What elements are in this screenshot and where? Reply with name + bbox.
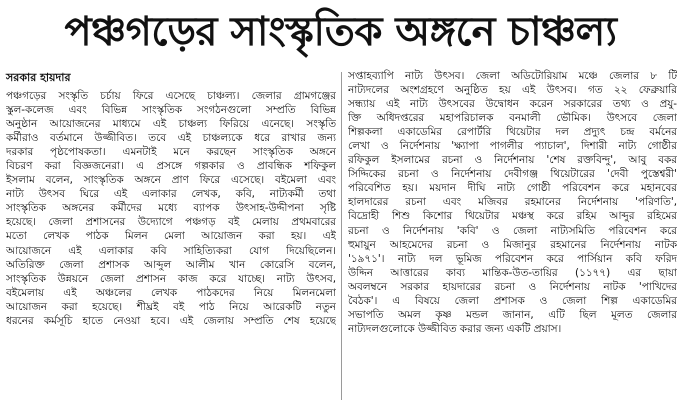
text-line: স্কুল-কলেজ এবং বিভিন্ন সাংস্কৃতিক সংগঠনগুলো সম্প্রতি বিভিন্ন (6, 104, 336, 117)
text-line: রচনা ও নির্দেশনায় 'কবি' ও জেলা নাট্যসমিতি পরিবেশন করে (348, 224, 677, 237)
text-line: আয়োজনে এই এলাকার কবি সাহিত্যিকরা যোগ দিয়েছিলেন। (6, 244, 336, 257)
text-line: উদ্দিন আত্তারের কাব্য মান্তিক-উত-তায়ির (১১৭৭) এর ছায়া (348, 266, 677, 279)
text-line: হুমায়ুন আহমেদের রচনা ও মিজানুর রহমানের নির্দেশনায় নাটক (348, 238, 677, 251)
text-line: সিদ্দিকের রচনা ও নির্দেশনায় দেবীগঞ্জ থিয়েটারের 'দেবী পুস্তেশ্বরী' (348, 168, 677, 181)
article-column-right (348, 69, 677, 336)
text-line: মতো লেখক পাঠক মিলন মেলা আয়োজন করা হয়। এই (6, 230, 336, 243)
text-line: বইমেলায় এই অঞ্চলের লেখক পাঠকদের নিয়ে মিলনমেলা (6, 286, 336, 299)
text-line: পরিবেশিত হয়। ময়দান দীঘি নাট্য গোষ্ঠী পরিবেশন করে মহানবের (348, 182, 677, 195)
text-line: আয়োজন করা হয়েছে। শীঘ্রই বই পাঠ নিয়ে আরেকটি নতুন (6, 300, 336, 313)
text-line: হালদারের রচনা এবং মজিবর রহমানের নির্দেশনায় 'পরিণতি', (348, 196, 677, 209)
byline: সরকার হায়দার (6, 71, 71, 84)
text-line: শিল্পকলা একাডেমির রেপার্টরি থিয়েটার দল প্রদ্যুৎ চন্দ্র বর্মনের (348, 126, 677, 139)
text-line: নাট্যদলগুলোকে উজ্জীবিত করার জন্য একটি প্রয়াস। (348, 322, 562, 335)
text-line: সভাপতি অমল কৃষ্ণ মন্ডল জানান, এটি ছিল মূলত জেলার (348, 308, 677, 321)
text-line: বৈঠক'। এ বিষয়ে জেলা প্রশাসক ও জেলা শিল্প একাডেমির (348, 294, 677, 307)
text-line: নাট্য উৎসব ঘিরে এই এলাকার লেখক, কবি, নাট্যকর্মী তথা (6, 188, 336, 201)
text-line: লেখা ও নির্দেশনায় 'ক্ষ্যাপা পাগলীর প্যাচাল', দিশারী নাট্য গোষ্ঠীর (348, 140, 677, 153)
article-column-left (6, 70, 336, 328)
text-line: বিচরণ করা বিজ্ঞজনেরা। এ প্রসঙ্গে গল্পকার ও প্রাবন্ধিক শফিকুল (6, 160, 336, 173)
text-line: অনুষ্ঠান আয়োজনের মাধ্যমে এই চাঞ্চল্য ফিরিয়ে এনেছে। সংস্কৃতি (6, 118, 336, 131)
text-line: নাট্যদলের অংশগ্রহণে অনুষ্ঠিত হয় এই উৎসব। গত ২২ ফেব্রুয়ারি (348, 84, 677, 97)
text-line: সন্ধ্যায় এই নাট্য উৎসবের উদ্বোধন করেন সরকারের তথ্য ও প্রযু- (348, 98, 677, 111)
text-line: হয়েছে। জেলা প্রশাসনের উদ্যোগে পঞ্চগড় বই মেলায় প্রথমবারের (6, 216, 336, 229)
text-line: সাংস্কৃতিক উন্নয়নে জেলা প্রশাসন কাজ করে যাচ্ছে। নাট্য উৎসব, (6, 272, 336, 285)
text-line: অবলম্বনে সরকার হায়দারের রচনা ও নির্দেশনায় নাটক 'পাখিদের (348, 280, 677, 293)
text-line: অতিরিক্ত জেলা প্রশাসক আব্দুল আলীম খান কোরেসি বলেন, (6, 258, 336, 271)
text-line: ইসলাম বলেন, সাংস্কৃতিক অঙ্গনে প্রাণ ফিরে এসেছে। বইমেলা এবং (6, 174, 336, 187)
column-divider (341, 72, 342, 400)
text-line: সাংস্কৃতিক অঙ্গনের কর্মীদের মধ্যে ব্যাপক উৎসাহ-উদ্দীপনা সৃষ্টি (6, 202, 336, 215)
text-line: '১৯৭১'। নাট্য দল ভূমিজ পরিবেশন করে পার্সিয়ান কবি ফরিদ (348, 252, 677, 265)
article-headline: পঞ্চগড়ের সাংস্কৃতিক অঙ্গনে চাঞ্চল্য (64, 9, 617, 55)
text-line: দরকার পৃষ্ঠপোষকতা। এমনটাই মনে করছেন সাংস্কৃতিক অঙ্গনে (6, 146, 336, 159)
text-line: পঞ্চগড়ের সংস্কৃতি চর্চায় ফিরে এসেছে চাঞ্চল্য। জেলার গ্রামগঞ্জের (6, 90, 336, 102)
text-line: ক্তি অধিদপ্তরের মহাপরিচালক বনমালী ভৌমিক। উৎসবে জেলা (348, 112, 677, 125)
text-line: বিদ্রোহী শিশু কিশোর থিয়েটার মঞ্চস্থ করে রহিম আব্দুর রহিমের (348, 210, 677, 223)
text-line: রফিকুল ইসলামের রচনা ও নির্দেশনায় 'শেষ রক্তবিন্দু', আবু বকর (348, 154, 677, 167)
text-line: ধরনের কর্মসূচি হাতে নেওয়া হবে। এই জেলায় সম্প্রতি শেষ হয়েছে (6, 314, 336, 327)
text-line: সপ্তাহব্যাপি নাট্য উৎসব। জেলা অডিটোরিয়াম মঞ্চে জেলার ৮ টি (348, 70, 677, 82)
text-line: কর্মীরাও বর্তমানে উজ্জীবিত। তবে এই চাঞ্চল্যকে ধরে রাখার জন্য (6, 132, 336, 145)
